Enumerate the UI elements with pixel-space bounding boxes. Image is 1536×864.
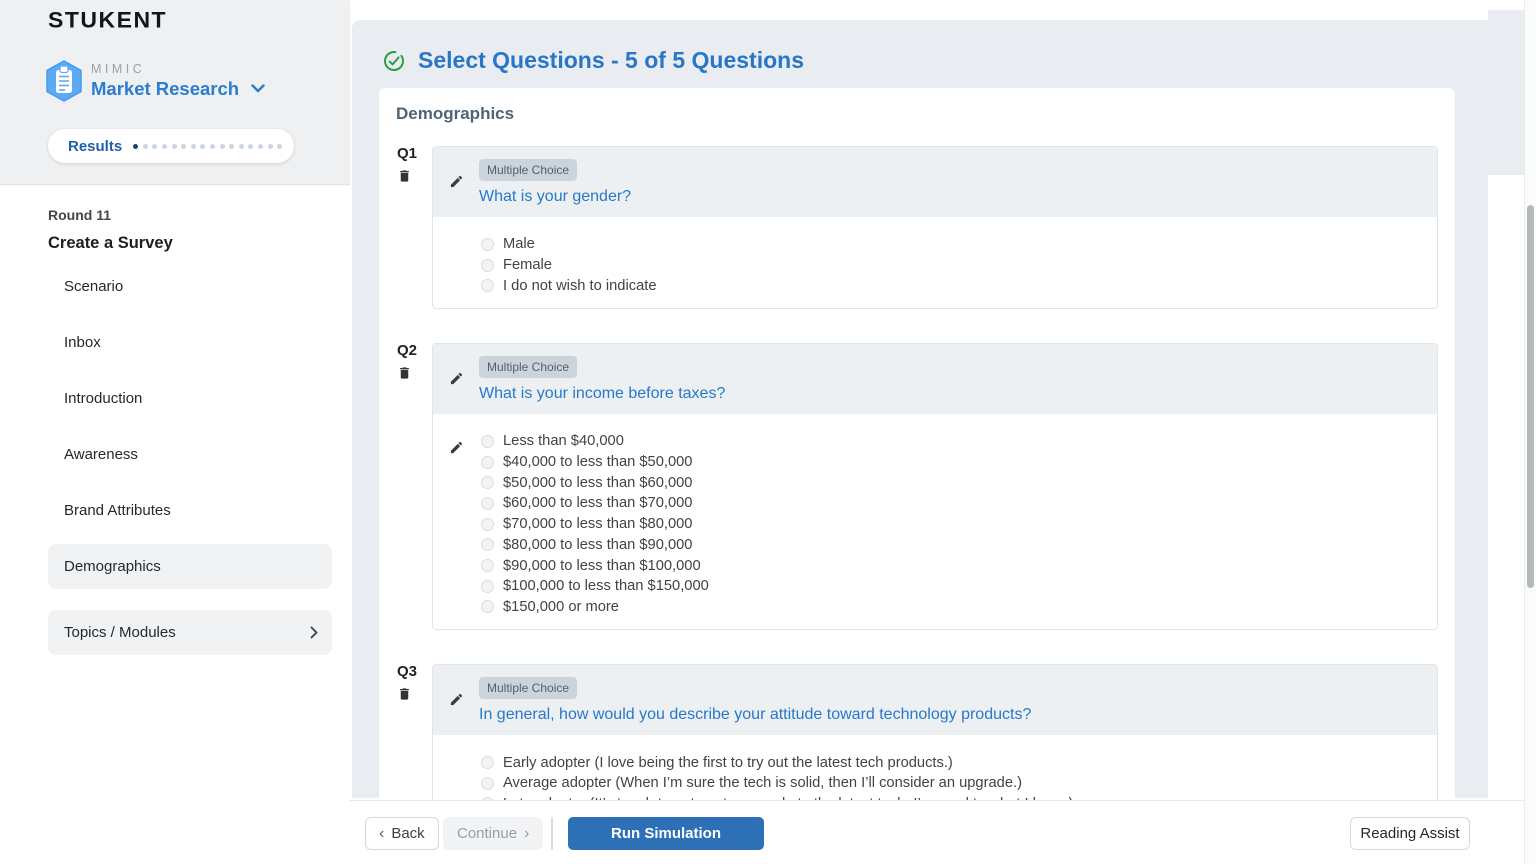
option-row xyxy=(481,555,1437,576)
option-label: Early adopter (I love being the first to try out the latest tech products.) xyxy=(503,754,953,771)
edit-question-button[interactable] xyxy=(449,371,464,386)
round-label: Round 11 xyxy=(48,207,112,223)
sidebar-item-awareness[interactable] xyxy=(48,432,332,477)
option-row xyxy=(481,472,1437,493)
question-number: Q3 xyxy=(397,663,418,681)
question-number: Q2 xyxy=(397,342,418,360)
sidebar-item-label: Topics / Modules xyxy=(64,624,176,641)
page-header xyxy=(383,47,804,74)
scrollbar[interactable] xyxy=(1524,0,1536,864)
edit-options-button[interactable] xyxy=(449,440,464,455)
trash-icon xyxy=(397,686,412,702)
radio-button[interactable] xyxy=(481,559,494,572)
progress-dot xyxy=(248,144,253,149)
stukent-logo: STUKENT xyxy=(48,7,168,33)
question-header xyxy=(433,344,1437,414)
sidebar-item-inbox[interactable] xyxy=(48,320,332,365)
progress-dot xyxy=(229,144,234,149)
survey-card-title: Demographics xyxy=(396,104,515,123)
mimic-hexagon-icon xyxy=(46,60,82,102)
section-title: Create a Survey xyxy=(48,234,173,252)
option-row xyxy=(481,275,1437,296)
pencil-icon xyxy=(449,371,464,386)
radio-button[interactable] xyxy=(481,456,494,469)
option-row xyxy=(481,255,1437,276)
question-block-q2 xyxy=(396,343,1438,630)
progress-dots xyxy=(133,144,282,149)
option-label: I do not wish to indicate xyxy=(503,277,657,294)
option-row xyxy=(481,493,1437,514)
option-label: Average adopter (When I’m sure the tech is solid, then I’ll consider an upgrade.) xyxy=(503,775,1022,792)
option-row xyxy=(481,752,1437,773)
question-text: What is your income before taxes? xyxy=(479,385,726,403)
option-label: $70,000 to less than $80,000 xyxy=(503,516,693,533)
question-text: In general, how would you describe your attitude toward technology products? xyxy=(479,706,1032,724)
progress-dot xyxy=(239,144,244,149)
option-row xyxy=(481,431,1437,452)
option-row xyxy=(481,452,1437,473)
sidebar-item-scenario[interactable] xyxy=(48,264,332,309)
edit-question-button[interactable] xyxy=(449,174,464,189)
option-label: $90,000 to less than $100,000 xyxy=(503,557,701,574)
trash-icon xyxy=(397,365,412,381)
pencil-icon xyxy=(449,174,464,189)
option-row xyxy=(481,234,1437,255)
run-simulation-button[interactable]: Run Simulation xyxy=(568,817,764,850)
question-side-controls xyxy=(396,146,432,309)
radio-button[interactable] xyxy=(481,435,494,448)
progress-dot xyxy=(210,144,215,149)
continue-button[interactable]: Continue › xyxy=(443,817,543,850)
progress-dot xyxy=(220,144,225,149)
radio-button[interactable] xyxy=(481,476,494,489)
back-button[interactable]: ‹ Back xyxy=(365,817,439,850)
sidebar-header xyxy=(0,0,350,185)
radio-button[interactable] xyxy=(481,238,494,251)
radio-button[interactable] xyxy=(481,580,494,593)
option-label: Male xyxy=(503,236,535,253)
pencil-icon xyxy=(449,440,464,455)
question-block-q1 xyxy=(396,146,1438,309)
results-label: Results xyxy=(68,137,123,155)
option-label: $60,000 to less than $70,000 xyxy=(503,495,693,512)
radio-button[interactable] xyxy=(481,600,494,613)
progress-dot xyxy=(258,144,263,149)
sidebar xyxy=(0,0,350,864)
question-type-badge: Multiple Choice xyxy=(479,159,577,181)
sidebar-item-introduction[interactable] xyxy=(48,376,332,421)
question-card xyxy=(432,343,1438,630)
sidebar-item-label: Demographics xyxy=(64,558,161,575)
sidebar-item-brand-attributes[interactable] xyxy=(48,488,332,533)
question-type-badge: Multiple Choice xyxy=(479,677,577,699)
sidebar-item-topics-modules[interactable] xyxy=(48,610,332,655)
option-label: $80,000 to less than $90,000 xyxy=(503,536,693,553)
option-row xyxy=(481,773,1437,794)
radio-button[interactable] xyxy=(481,777,494,790)
question-header xyxy=(433,665,1437,735)
edit-question-button[interactable] xyxy=(449,692,464,707)
question-text: What is your gender? xyxy=(479,188,632,205)
option-label: $100,000 to less than $150,000 xyxy=(503,578,709,595)
radio-button[interactable] xyxy=(481,538,494,551)
option-row xyxy=(481,576,1437,597)
main-area xyxy=(350,0,1536,864)
page-title: Select Questions - 5 of 5 Questions xyxy=(418,47,804,73)
delete-question-button[interactable] xyxy=(397,686,412,702)
sidebar-item-demographics[interactable] xyxy=(48,544,332,589)
pencil-icon xyxy=(449,692,464,707)
option-row xyxy=(481,535,1437,556)
question-list xyxy=(396,146,1438,827)
progress-dot xyxy=(162,144,167,149)
chevron-down-icon[interactable] xyxy=(251,84,265,93)
radio-button[interactable] xyxy=(481,279,494,292)
question-side-controls xyxy=(396,343,432,630)
question-options xyxy=(433,414,1437,629)
progress-dot xyxy=(172,144,177,149)
progress-dot xyxy=(277,144,282,149)
sidebar-nav xyxy=(48,264,332,655)
radio-button[interactable] xyxy=(481,518,494,531)
chevron-left-icon: ‹ xyxy=(379,824,385,842)
scrollbar-thumb[interactable] xyxy=(1527,205,1534,588)
question-type-badge: Multiple Choice xyxy=(479,356,577,378)
option-label: Less than $40,000 xyxy=(503,433,624,450)
sidebar-item-label: Inbox xyxy=(64,334,101,351)
footer-bar xyxy=(350,800,1524,864)
mimic-kicker: MIMIC xyxy=(91,62,146,76)
option-label: $150,000 or more xyxy=(503,598,619,615)
question-card xyxy=(432,146,1438,309)
sidebar-item-label: Brand Attributes xyxy=(64,502,171,519)
chevron-right-icon xyxy=(310,626,318,639)
question-options xyxy=(433,217,1437,308)
product-switcher[interactable] xyxy=(46,60,265,102)
footer-divider xyxy=(551,817,553,850)
sidebar-item-label: Scenario xyxy=(64,278,124,295)
header-band-remnant xyxy=(1488,10,1524,175)
content-panel xyxy=(352,20,1488,798)
progress-dot xyxy=(181,144,186,149)
progress-dot xyxy=(268,144,273,149)
question-header xyxy=(433,147,1437,217)
progress-dot-active xyxy=(133,144,138,149)
sidebar-item-label: Introduction xyxy=(64,390,143,407)
radio-button[interactable] xyxy=(481,756,494,769)
delete-question-button[interactable] xyxy=(397,365,412,381)
radio-button[interactable] xyxy=(481,259,494,272)
results-button[interactable] xyxy=(48,129,294,163)
sidebar-item-label: Awareness xyxy=(64,446,138,463)
delete-question-button[interactable] xyxy=(397,168,412,184)
option-label: Female xyxy=(503,257,552,274)
option-label: $50,000 to less than $60,000 xyxy=(503,474,693,491)
trash-icon xyxy=(397,168,412,184)
reading-assist-button[interactable]: Reading Assist xyxy=(1350,817,1470,850)
progress-dot xyxy=(143,144,148,149)
question-number: Q1 xyxy=(397,145,418,162)
progress-dot xyxy=(200,144,205,149)
product-name: Market Research xyxy=(91,78,240,99)
progress-dot xyxy=(191,144,196,149)
chevron-right-icon: › xyxy=(524,824,530,842)
survey-card xyxy=(379,88,1455,848)
option-row xyxy=(481,597,1437,618)
progress-dot xyxy=(152,144,157,149)
check-circle-icon xyxy=(383,50,405,72)
option-label: $40,000 to less than $50,000 xyxy=(503,454,693,471)
option-row xyxy=(481,514,1437,535)
radio-button[interactable] xyxy=(481,497,494,510)
